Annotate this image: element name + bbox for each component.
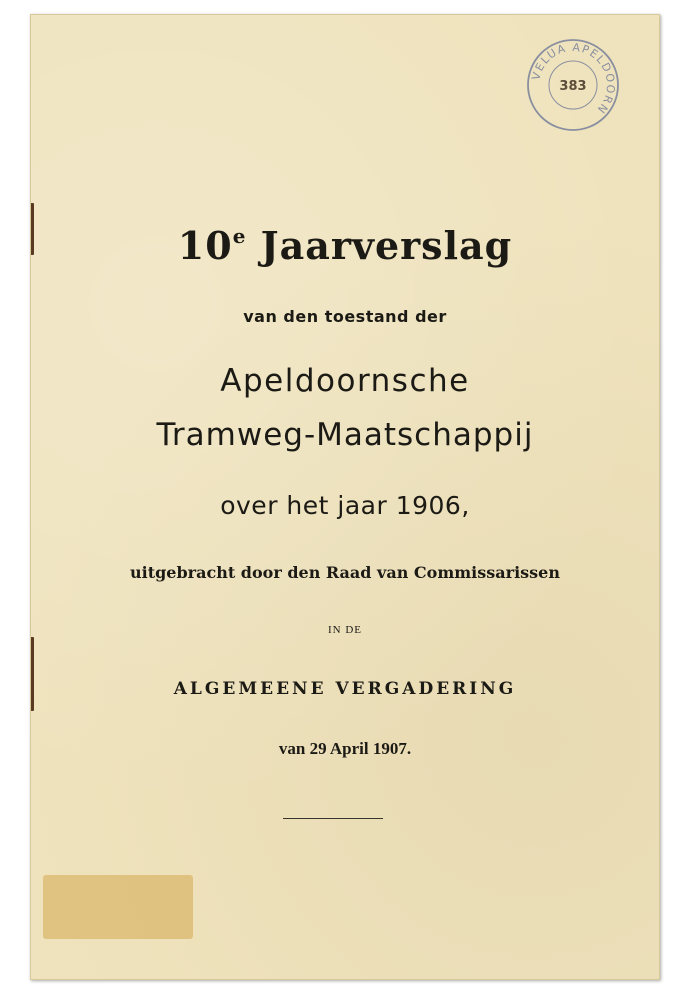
company-name-line1: Apeldoornsche <box>220 363 470 399</box>
title-suffix: e <box>232 224 247 248</box>
staple-bottom <box>30 637 34 711</box>
report-title <box>31 223 659 268</box>
tape-residue <box>43 875 193 939</box>
company-name-line2: Tramweg-Maatschappij <box>156 417 534 453</box>
title-number: 10 <box>177 223 233 268</box>
library-stamp <box>525 37 621 133</box>
assembly-name: ALGEMEENE VERGADERING <box>173 679 517 699</box>
stamp-text: VELUA APELDOORN <box>529 40 618 117</box>
stamp-number: 383 <box>559 79 587 94</box>
in-de-label: IN DE <box>327 624 363 636</box>
presented-by: uitgebracht door den Raad van Commissarissen <box>130 563 560 582</box>
subtitle: van den toestand der <box>243 307 447 326</box>
title-word: Jaarverslag <box>260 223 513 268</box>
document-cover <box>30 14 660 980</box>
report-year: over het jaar 1906, <box>220 491 470 520</box>
divider-rule <box>283 818 383 819</box>
assembly-date: van 29 April 1907. <box>278 739 412 758</box>
